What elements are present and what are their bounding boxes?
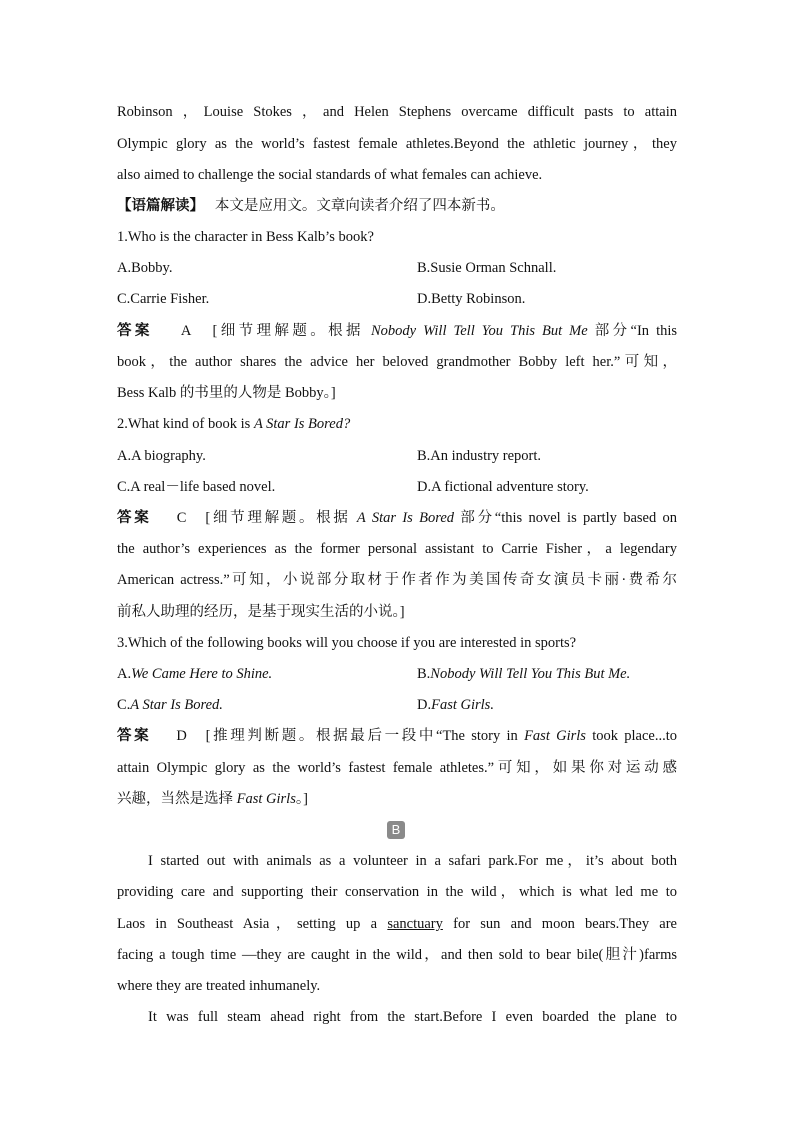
q2-exp-pre: [细节理解题。根据 <box>205 510 357 526</box>
q2-answer-letter: C <box>176 510 187 526</box>
q1-exp-post: 部分“In this <box>587 323 678 339</box>
q3-answer-letter: D <box>176 728 187 744</box>
reading-label: 【语篇解读】 <box>117 198 204 214</box>
q2-stem <box>117 414 677 434</box>
q2-answer-line-3: American actress.”可知，小说部分取材于作者作为美国传奇女演员卡丽·费希尔 <box>117 572 677 588</box>
q1-option-d: D.Betty Robinson. <box>417 291 526 307</box>
q1-answer-line-1 <box>117 321 677 341</box>
sanctuary-underlined: sanctuary <box>387 916 443 932</box>
passage-a-line-2: Olympic glory as the world’s fastest female athletes.Beyond the athletic journey，they <box>117 136 677 152</box>
q1-exp-title: Nobody Will Tell You This But Me <box>370 323 588 339</box>
passage-a-line-3: also aimed to challenge the social standards of what females can achieve. <box>117 167 543 183</box>
passage-b-line-4: facing a tough time —they are caught in the wild，and then sold to bear bile(胆汁)farms <box>117 947 677 963</box>
q2-option-b: B.An industry report. <box>417 448 542 464</box>
q2-stem-text: 2.What kind of book is <box>117 416 254 432</box>
q1-answer-label: 答案 <box>117 323 153 339</box>
reading-text: 本文是应用文。文章向读者介绍了四本新书。 <box>214 198 505 214</box>
q3-options-row-1 <box>117 664 677 684</box>
q3-answer-line-2: attain Olympic glory as the world’s fastest female athletes.”可知，如果你对运动感 <box>117 760 677 776</box>
passage-b-line-5: where they are treated inhumanely. <box>117 978 321 994</box>
q3-option-b: B.Nobody Will Tell You This But Me. <box>417 666 631 682</box>
q2-option-c: C.A real－life based novel. <box>117 479 276 495</box>
q2-option-a: A.A biography. <box>117 448 206 464</box>
q1-options-row-2 <box>117 289 677 309</box>
q3-option-c: C.A Star Is Bored. <box>117 697 223 713</box>
section-b-badge: B <box>387 821 405 839</box>
q1-stem: 1.Who is the character in Bess Kalb’s book? <box>117 229 374 245</box>
q3-answer-label: 答案 <box>117 728 152 744</box>
q2-answer-line-1 <box>117 508 677 528</box>
q3-exp-post: took place...to <box>585 728 678 744</box>
q2-answer-line-4: 前私人助理的经历，是基于现实生活的小说。] <box>117 604 405 620</box>
q1-answer-line-2: book，the author shares the advice her beloved grandmother Bobby left her.”可知， <box>117 354 677 370</box>
q3-option-d: D.Fast Girls. <box>417 697 494 713</box>
q3-stem: 3.Which of the following books will you choose if you are interested in sports? <box>117 635 577 651</box>
q3-exp3-title: Fast Girls <box>236 791 296 807</box>
q2-answer-label: 答案 <box>117 510 152 526</box>
q1-answer-letter: A <box>180 323 192 339</box>
q3-answer-line-1 <box>117 726 677 746</box>
q2-stem-title: A Star Is Bored? <box>253 416 351 432</box>
q2-answer-line-2: the author’s experiences as the former personal assistant to Carrie Fisher，a legendary <box>117 541 677 557</box>
q2-options-row-1 <box>117 446 677 466</box>
q3-answer-line-3: 兴趣，当然是选择 Fast Girls。] <box>117 791 308 807</box>
q1-option-b: B.Susie Orman Schnall. <box>417 260 557 276</box>
q3-exp-title: Fast Girls <box>524 728 586 744</box>
q1-options-row-1 <box>117 258 677 278</box>
passage-b-line-6: It was full steam ahead right from the start.Before I even boarded the plane to <box>148 1009 677 1025</box>
passage-b-line-1: I started out with animals as a volunteer in a safari park.For me，it’s about both <box>148 853 677 869</box>
passage-a-line-1: Robinson ，Louise Stokes ，and Helen Stephens overcame difficult pasts to attain <box>117 104 677 120</box>
q2-exp-title: A Star Is Bored <box>356 510 455 526</box>
q1-answer-line-3: Bess Kalb 的书里的人物是 Bobby。] <box>117 385 336 401</box>
q1-option-a: A.Bobby. <box>117 260 173 276</box>
reading-interpretation <box>117 196 677 216</box>
q2-exp-post: 部分“this novel is partly based on <box>454 510 678 526</box>
q1-exp-pre: [细节理解题。根据 <box>212 323 371 339</box>
passage-b-line-3: Laos in Southeast Asia，setting up a sanctuary for sun and moon bears.They are <box>117 916 677 932</box>
q2-option-d: D.A fictional adventure story. <box>417 479 589 495</box>
passage-b-line-2: providing care and supporting their conservation in the wild，which is what led me to <box>117 884 677 900</box>
q1-option-c: C.Carrie Fisher. <box>117 291 210 307</box>
q3-exp-pre: [推理判断题。根据最后一段中“The story in <box>205 728 525 744</box>
q2-options-row-2 <box>117 477 677 497</box>
q3-option-a: A.We Came Here to Shine. <box>117 666 273 682</box>
q3-options-row-2 <box>117 695 677 715</box>
